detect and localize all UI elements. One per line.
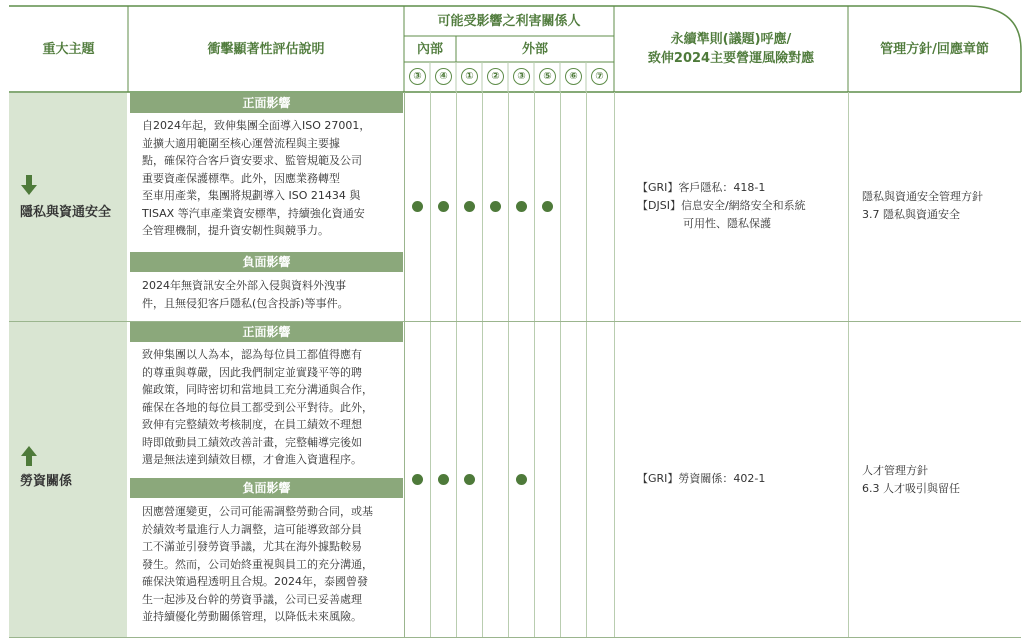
standard-line: 可用性、隱私保護 [683,217,771,230]
text-line: 生一起涉及台幹的勞資爭議，公司已妥善處理 [142,592,362,606]
header-topic: 重大主題 [42,41,95,57]
stakeholder-dot [464,201,475,212]
text-line: TISAX 等汽車產業資安標準，持續強化資通安 [142,206,365,220]
topic-label: 勞資關係 [20,474,73,489]
positive-impact-text [142,117,392,240]
negative-impact-text [142,277,392,312]
stakeholder-number: ⑥ [565,68,582,85]
column-divider [848,92,849,637]
standards-cell-privacy [637,179,806,233]
column-divider [614,92,615,637]
standard-line: 【GRI】勞資關係：402-1 [637,472,766,485]
text-line: 致伸有完整績效考核制度，在員工績效不理想 [142,418,362,431]
negative-impact-header: 負面影響 [130,252,403,272]
standard-line: 【GRI】客戶隱私：418-1 [637,181,766,194]
management-line: 3.7 隱私與資通安全 [862,208,960,221]
text-line: 還是無法達到績效目標，才會進入資遣程序。 [142,453,362,466]
column-divider [482,92,483,637]
standards-cell-labor [637,470,765,488]
stakeholder-dot [516,201,527,212]
text-line: 工不滿並引發勞資爭議，尤其在海外據點較易 [142,540,362,553]
management-line: 隱私與資通安全管理方針 [862,190,983,203]
management-cell-labor [862,462,960,498]
text-line: 重要資產保護標準。此外，因應業務轉型 [142,171,340,185]
text-line: 致伸集團以人為本，認為每位員工都值得應有 [142,348,362,361]
stakeholder-number: ① [461,68,478,85]
management-line: 6.3 人才吸引與留任 [862,482,960,495]
stakeholder-number: ③ [409,68,426,85]
management-cell-privacy [862,188,983,224]
column-divider [508,92,509,637]
text-line: 確保決策過程透明且合規。2024年，泰國曾發 [142,575,368,588]
text-line: 點，確保符合客戶資安要求、監管規範及公司 [142,154,362,167]
column-divider [430,92,431,637]
text-line: 全管理機制，提升資安韌性與競爭力。 [142,224,329,237]
negative-impact-text [142,503,392,626]
stakeholder-number: ⑦ [591,68,608,85]
text-line: 件，且無侵犯客戶隱私(包含投訴)等事件。 [142,296,349,310]
column-divider [456,92,457,637]
down-arrow-icon [21,175,37,195]
column-divider [534,92,535,637]
text-line: 並持續優化勞動關係管理，以降低未來風險。 [142,610,362,623]
stakeholder-dot [438,201,449,212]
text-line: 並擴大適用範圍至核心運營流程與主要據 [142,136,340,150]
stakeholder-number: ③ [513,68,530,85]
header-external: 外部 [521,41,548,57]
column-divider [586,92,587,637]
header-internal: 內部 [416,41,443,57]
header-management: 管理方針/回應章節 [880,41,989,57]
header-stakeholders: 可能受影響之利害關係人 [437,13,581,29]
stakeholder-dot [412,201,423,212]
row-divider [9,637,1021,638]
positive-impact-header: 正面影響 [130,322,403,342]
text-line: 的尊重與尊嚴，因此我們制定並實踐平等的聘 [142,365,362,379]
text-line: 2024年無資訊安全外部入侵與資料外洩事 [142,279,346,292]
header-standards-line-1: 永續準則(議題)呼應/ [670,32,792,47]
standard-line: 【DJSI】信息安全/網絡安全和系統 [637,199,806,212]
text-line: 確保在各地的每位員工都受到公平對待。此外， [142,400,373,414]
stakeholder-number: ④ [435,68,452,85]
text-line: 於績效考量進行人力調整，這可能導致部分員 [142,522,362,536]
negative-impact-header: 負面影響 [130,478,403,498]
topic-label: 隱私與資通安全 [20,205,112,220]
text-line: 時即啟動員工績效改善計畫，完整輔導完後如 [142,435,362,449]
header-assessment: 衝擊顯著性評估說明 [207,41,325,57]
stakeholder-dot [412,474,423,485]
text-line: 自2024年起，致伸集團全面導入ISO 27001， [142,119,371,132]
stakeholder-number: ⑤ [539,68,556,85]
management-line: 人才管理方針 [862,464,928,477]
header-standards [614,6,848,92]
topic-cell-privacy [9,93,127,321]
text-line: 至車用產業，集團將規劃導入 ISO 21434 與 [142,189,361,202]
topic-cell-labor [9,322,127,637]
up-arrow-icon [21,446,37,466]
stakeholder-dot [490,201,501,212]
stakeholder-dot [464,474,475,485]
positive-impact-text [142,346,392,469]
stakeholder-dot [438,474,449,485]
stakeholder-number: ② [487,68,504,85]
text-line: 發生。然而，公司始終重視與員工的充分溝通， [142,557,373,571]
text-line: 因應營運變更，公司可能需調整勞動合同，或基 [142,505,373,518]
stakeholder-dot [542,201,553,212]
text-line: 僱政策，同時密切和當地員工充分溝通與合作， [142,383,373,396]
positive-impact-header: 正面影響 [130,93,403,113]
stakeholder-dot [516,474,527,485]
column-divider [404,92,405,637]
column-divider [560,92,561,637]
header-standards-line-2: 致伸2024主要營運風險對應 [647,51,815,66]
